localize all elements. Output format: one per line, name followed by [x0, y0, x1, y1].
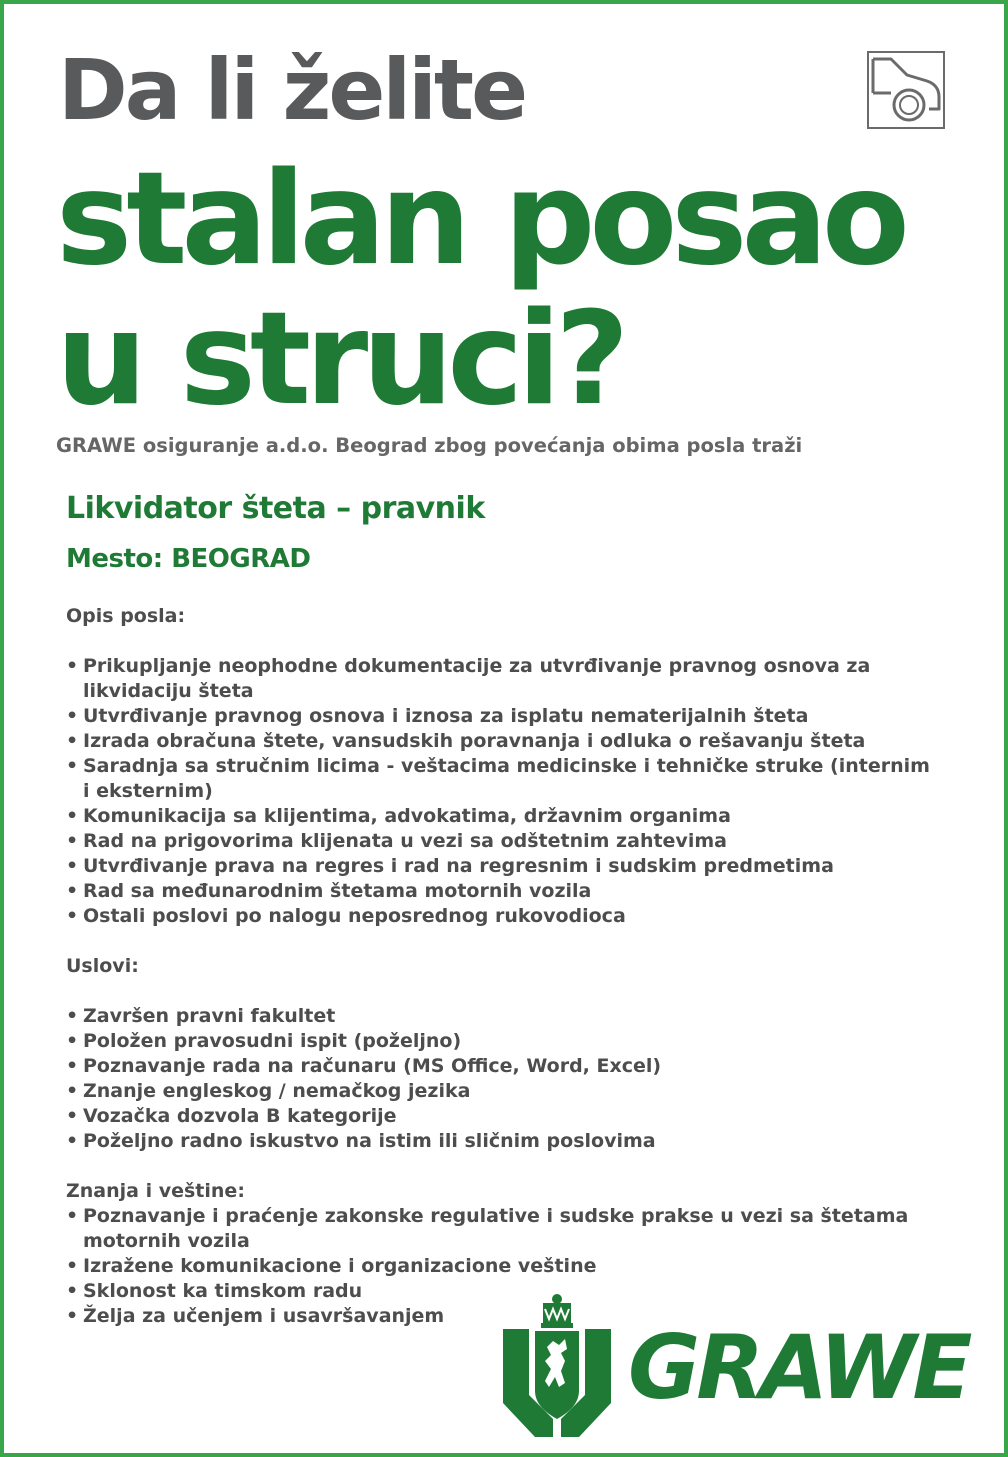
list-item: • Položen pravosudni ispit (poželjno)	[66, 1029, 936, 1054]
job-location: Mesto: BEOGRAD	[66, 544, 311, 574]
grawe-shield-icon	[503, 1291, 611, 1441]
list-item: • Sklonost ka timskom radu	[66, 1279, 936, 1304]
headline-line-3: u struci?	[56, 285, 624, 434]
list-item: • Utvrđivanje prava na regres i rad na regresnim i sudskim predmetima	[66, 854, 936, 879]
description-label: Opis posla:	[66, 605, 186, 627]
conditions-list	[66, 1004, 936, 1154]
car-icon	[867, 51, 945, 129]
conditions-label: Uslovi:	[66, 955, 139, 977]
headline-main	[56, 145, 904, 434]
list-item: • Vozačka dozvola B kategorije	[66, 1104, 936, 1129]
list-item: • Prikupljanje neophodne dokumentacije za utvrđivanje pravnog osnova za likvidaciju šteta	[66, 654, 936, 704]
list-item: • Želja za učenjem i usavršavanjem	[66, 1304, 936, 1329]
skills-list	[66, 1204, 936, 1329]
car-icon-graphic	[869, 53, 943, 127]
list-item: • Izrada obračuna štete, vansudskih poravnanja i odluka o rešavanju šteta	[66, 729, 936, 754]
list-item: • Poznavanje rada na računaru (MS Office, Word, Excel)	[66, 1054, 936, 1079]
list-item: • Komunikacija sa klijentima, advokatima, državnim organima	[66, 804, 936, 829]
skills-label: Znanja i veštine:	[66, 1180, 245, 1202]
list-item: • Poželjno radno iskustvo na istim ili sličnim poslovima	[66, 1129, 936, 1154]
intro-text: GRAWE osiguranje a.d.o. Beograd zbog povećanja obima posla traži	[56, 434, 803, 457]
headline-line-2: stalan posao	[56, 145, 904, 294]
grawe-shield-graphic	[503, 1291, 611, 1441]
description-list	[66, 654, 936, 929]
job-title: Likvidator šteta – pravnik	[66, 491, 485, 526]
job-details	[66, 604, 936, 1329]
list-item: • Saradnja sa stručnim licima - veštacima medicinske i tehničke struke (internim i eksternim)	[66, 754, 936, 804]
grawe-wordmark: GRAWE	[628, 1316, 969, 1419]
list-item: • Ostali poslovi po nalogu neposrednog rukovodioca	[66, 904, 936, 929]
headline-question: Da li želite	[58, 41, 526, 139]
list-item: • Rad na prigovorima klijenata u vezi sa odštetnim zahtevima	[66, 829, 936, 854]
list-item: • Završen pravni fakultet	[66, 1004, 936, 1029]
list-item: • Rad sa međunarodnim štetama motornih vozila	[66, 879, 936, 904]
list-item: • Poznavanje i praćenje zakonske regulative i sudske prakse u vezi sa štetama motornih vozila	[66, 1204, 936, 1254]
list-item: • Izražene komunikacione i organizacione veštine	[66, 1254, 936, 1279]
list-item: • Utvrđivanje pravnog osnova i iznosa za isplatu nematerijalnih šteta	[66, 704, 936, 729]
list-item: • Znanje engleskog / nemačkog jezika	[66, 1079, 936, 1104]
